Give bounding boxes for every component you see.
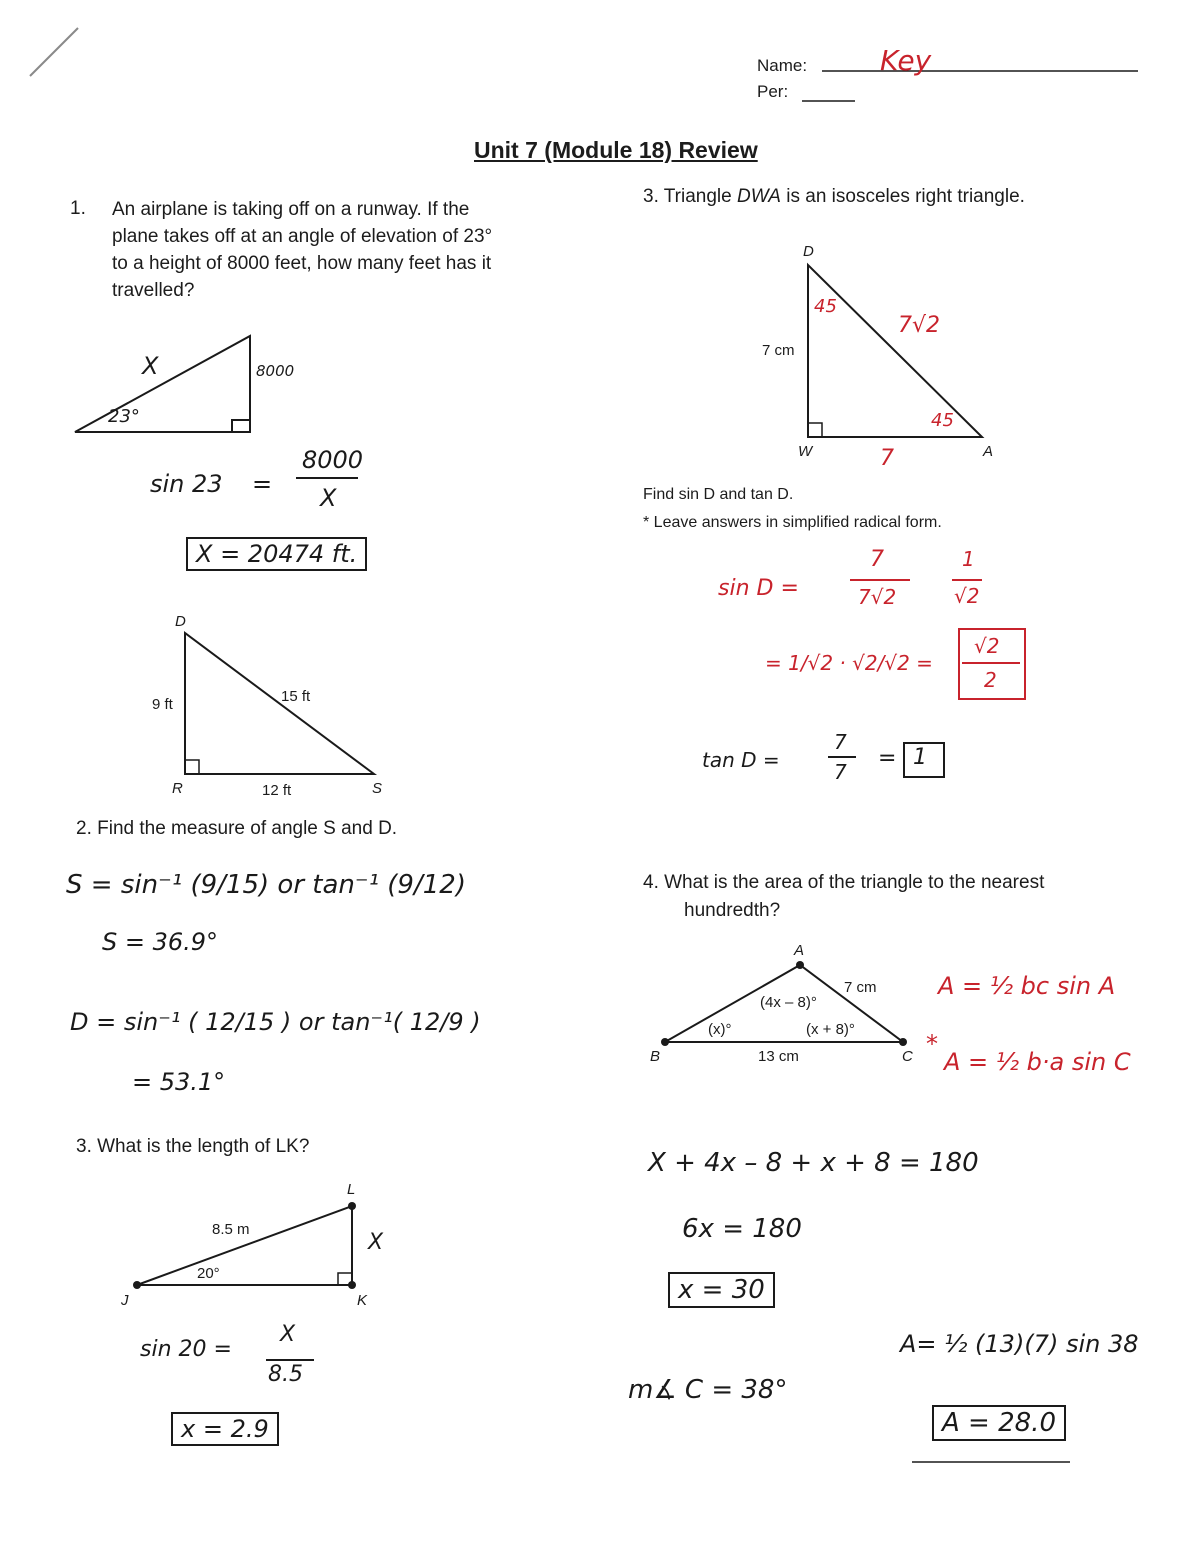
- q3-dwa-prompt-name: DWA: [737, 186, 781, 207]
- q4-eq1: X + 4x – 8 + x + 8 = 180: [648, 1148, 979, 1178]
- q3-vertex-k: K: [357, 1292, 368, 1309]
- q3-sin-answer-den: 2: [984, 668, 997, 692]
- q3-dwa-vertex-w: W: [798, 443, 813, 460]
- q3-sin-answer-box: [958, 628, 1026, 700]
- name-label: Name:: [757, 56, 808, 75]
- q4-eq2: 6x = 180: [682, 1214, 802, 1244]
- q3-work-left: sin 20 =: [140, 1337, 232, 1362]
- q3-x-label: X: [368, 1230, 384, 1255]
- q2-side-rs: 12 ft: [262, 782, 292, 799]
- q1-number: 1.: [70, 198, 86, 219]
- q4-vertex-b: B: [650, 1048, 661, 1065]
- q4-eq5: A= ½ (13)(7) sin 38: [900, 1330, 1139, 1358]
- q3-dwa-side-dw: 7 cm: [762, 342, 795, 359]
- q1-text-line: to a height of 8000 feet, how many feet has it: [112, 253, 492, 274]
- q2-vertex-s: S: [372, 780, 383, 797]
- q4-angle-b: (x)°: [708, 1021, 732, 1038]
- q3-dwa-angle-d: 45: [814, 296, 837, 317]
- q4-side-bc: 13 cm: [758, 1048, 799, 1065]
- q3-dwa-vertex-d: D: [803, 243, 814, 260]
- q3-dwa-prompt-suffix: is an isosceles right triangle.: [780, 186, 1025, 207]
- q3-dwa-triangle: [808, 265, 982, 437]
- page-title: Unit 7 (Module 18) Review: [474, 137, 758, 163]
- q3-tan-label: tan D =: [702, 748, 780, 772]
- q4-eq3-box: x = 30: [668, 1272, 775, 1308]
- q4-side-ac: 7 cm: [844, 979, 877, 996]
- q3-dwa-base-hand: 7: [880, 446, 894, 471]
- q3-lk-prompt: 3. What is the length of LK?: [76, 1136, 310, 1157]
- q1-right-angle-mark: [232, 420, 250, 432]
- q3-work-num: X: [280, 1322, 296, 1347]
- q4-prompt-line1: 4. What is the area of the triangle to the nearest: [643, 872, 1045, 893]
- q2-answer-s: S = 36.9°: [102, 928, 219, 956]
- q3-dwa-vertex-a: A: [983, 443, 994, 460]
- q3-vertex-l: L: [347, 1181, 356, 1198]
- q3-sin-frac2-num: 1: [962, 547, 975, 571]
- q3-lk-triangle: [133, 1202, 356, 1289]
- q1-triangle: [75, 336, 250, 432]
- q4-angle-a: (4x – 8)°: [760, 994, 817, 1011]
- q1-work-eq: =: [252, 470, 273, 498]
- q1-text-line: travelled?: [112, 280, 195, 301]
- q3-tan-frac-num: 7: [834, 730, 847, 754]
- name-value: Key: [880, 44, 932, 77]
- q4-formula1: A = ½ bc sin A: [938, 972, 1116, 1000]
- q3-angle-label: 20°: [197, 1265, 220, 1282]
- q3-dwa-hyp-hand: 7√2: [898, 313, 941, 338]
- q4-formula2-star: *: [926, 1030, 938, 1058]
- q3-hyp-label: 8.5 m: [212, 1221, 250, 1238]
- q1-text-line: An airplane is taking off on a runway. If the: [112, 199, 470, 220]
- q3-answer-box: x = 2.9: [171, 1412, 279, 1446]
- q2-vertex-r: R: [172, 780, 183, 797]
- q1-text-line: plane takes off at an angle of elevation of 23°: [112, 226, 493, 247]
- q3-dwa-prompt-prefix: 3. Triangle: [643, 186, 737, 207]
- q2-answer-d: = 53.1°: [132, 1068, 226, 1096]
- q2-vertex-d: D: [175, 613, 186, 630]
- q1-text: [112, 196, 492, 304]
- q3-dwa-prompt: [643, 186, 1025, 208]
- q3-dwa-right-angle-mark: [808, 423, 822, 437]
- q1-answer-box: X = 20474 ft.: [186, 537, 367, 571]
- q1-work-den: X: [320, 484, 337, 512]
- q3-sin-step2: = 1/√2 · √2/√2 =: [765, 651, 933, 675]
- q3-sin-answer-num: √2: [974, 634, 1000, 658]
- q1-side-label: 8000: [256, 362, 295, 380]
- q3-tan-frac-den: 7: [834, 760, 847, 784]
- q2-side-ds: 15 ft: [281, 688, 311, 705]
- per-label: Per:: [757, 82, 789, 101]
- q2-work-s: S = sin⁻¹ (9/15) or tan⁻¹ (9/12): [66, 870, 466, 900]
- q2-right-angle-mark: [185, 760, 199, 774]
- q4-angle-c: (x + 8)°: [806, 1021, 855, 1038]
- q3-work-den: 8.5: [268, 1362, 303, 1387]
- q2-side-dr: 9 ft: [152, 696, 173, 713]
- q3-tan-eq: =: [878, 746, 897, 771]
- q3-sin-label: sin D =: [718, 576, 799, 601]
- corner-slash-mark: [30, 28, 78, 76]
- q3-sin-frac1-num: 7: [870, 547, 884, 572]
- q1-work-left: sin 23: [150, 470, 223, 498]
- q3-dwa-angle-a: 45: [931, 410, 954, 431]
- q4-eq4: m∡ C = 38°: [628, 1375, 788, 1405]
- q4-formula2: A = ½ b·a sin C: [944, 1048, 1131, 1076]
- q3-sin-frac1-den: 7√2: [858, 585, 897, 609]
- q2-work-d: D = sin⁻¹ ( 12/15 ) or tan⁻¹( 12/9 ): [70, 1008, 481, 1036]
- q3-sin-frac2-den: √2: [954, 584, 980, 608]
- q4-answer-box: A = 28.0: [932, 1405, 1066, 1441]
- q1-work-num: 8000: [302, 446, 364, 474]
- q4-vertex-c: C: [902, 1048, 913, 1065]
- q2-triangle: [185, 633, 374, 774]
- q2-prompt: 2. Find the measure of angle S and D.: [76, 818, 398, 839]
- q4-vertex-a: A: [794, 942, 805, 959]
- q3-tan-answer-box: 1: [903, 742, 945, 778]
- q3-dwa-note: * Leave answers in simplified radical form.: [643, 514, 942, 531]
- q4-prompt-line2: hundredth?: [684, 900, 781, 921]
- q3-vertex-j: J: [121, 1292, 129, 1309]
- q3-dwa-find: Find sin D and tan D.: [643, 486, 794, 503]
- q1-hyp-label: X: [142, 352, 159, 380]
- q1-angle-label: 23°: [108, 406, 140, 427]
